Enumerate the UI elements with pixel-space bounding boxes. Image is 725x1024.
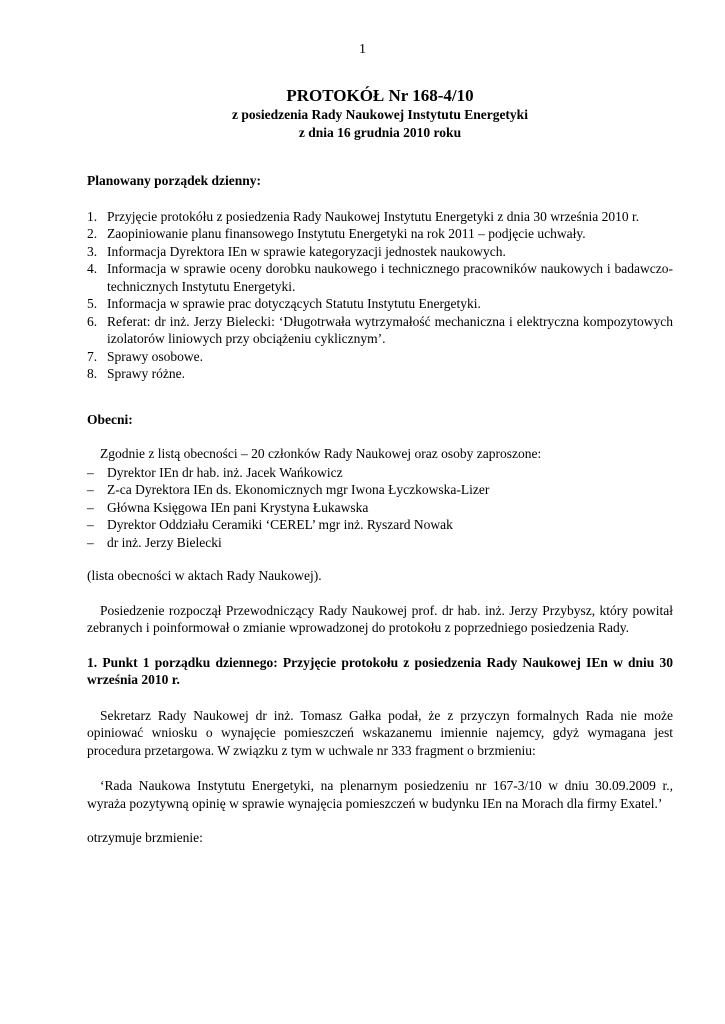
agenda-item-number: 2. <box>87 226 98 241</box>
document-subtitle: z posiedzenia Rady Naukowej Instytutu Energetyki <box>232 107 528 122</box>
attendee-item <box>87 499 673 517</box>
agenda-item-number: 6. <box>87 313 98 329</box>
agenda-item-number: 4. <box>87 261 98 276</box>
dash-bullet: – <box>87 534 94 550</box>
attendee-item <box>87 481 673 499</box>
attendee-item <box>87 534 673 552</box>
agenda-item-text: Sprawy osobowe. <box>107 348 203 364</box>
attendee-item <box>87 516 673 534</box>
attendance-intro: Zgodnie z listą obecności – 20 członków Rady Naukowej oraz osoby zaproszone: <box>100 446 542 461</box>
document-body <box>87 172 673 847</box>
agenda-item-text: Przyjęcie protokółu z posiedzenia Rady Naukowej Instytutu Energetyki z dnia 30 września 2010 r. <box>107 208 640 224</box>
attendee-name: dr inż. Jerzy Bielecki <box>107 534 222 550</box>
attendance-note: (lista obecności w aktach Rady Naukowej). <box>87 568 322 583</box>
agenda-item <box>87 225 673 243</box>
document-title: PROTOKÓŁ Nr 168-4/10 <box>286 86 474 105</box>
agenda-list <box>87 208 673 383</box>
attendees-list <box>87 464 673 552</box>
agenda-item-number: 5. <box>87 296 98 311</box>
agenda-item <box>87 208 673 226</box>
attendee-name: Dyrektor Oddziału Ceramiki ‘CEREL’ mgr inż. Ryszard Nowak <box>107 517 453 532</box>
document-date: z dnia 16 grudnia 2010 roku <box>298 124 462 140</box>
agenda-item-text: Referat: dr inż. Jerzy Bielecki: ‘Długotrwała wytrzymałość mechaniczna i elektryczna kompozytowych izolatorów liniowych przy obciążeniu cyklicznym’. <box>107 313 673 346</box>
agenda-item-number: 8. <box>87 366 98 381</box>
quoted-resolution: ‘Rada Naukowa Instytutu Energetyki, na plenarnym posiedzeniu nr 167-3/10 w dniu 30.09.2009 r., wyraża pozytywną opinię w sprawie wynajęcia pomieszczeń w budynku IEn na Morach dla firmy Exatel.’ <box>87 778 673 811</box>
agenda-item <box>87 243 673 261</box>
attendance-heading: Obecni: <box>87 411 133 427</box>
attendee-name: Z-ca Dyrektora IEn ds. Ekonomicznych mgr Iwona Łyczkowska-Lizer <box>107 482 490 497</box>
dash-bullet: – <box>87 499 94 515</box>
opening-paragraph: Posiedzenie rozpoczął Przewodniczący Rady Naukowej prof. dr hab. inż. Jerzy Przybysz, który powitał zebranych i poinformował o zmianie wprowadzonej do protokołu z poprzedniego posiedzenia Rady. <box>87 602 673 635</box>
point-1-heading: 1. Punkt 1 porządku dziennego: Przyjęcie protokołu z posiedzenia Rady Naukowej IEn w dniu 30 września 2010 r. <box>87 654 673 687</box>
agenda-item-number: 3. <box>87 243 98 259</box>
agenda-item <box>87 348 673 366</box>
agenda-item-text: Informacja Dyrektora IEn w sprawie kategoryzacji jednostek naukowych. <box>107 243 506 259</box>
secretary-paragraph: Sekretarz Rady Naukowej dr inż. Tomasz Gałka podał, że z przyczyn formalnych Rada nie może opiniować wniosku o wynajęcie pomieszczeń wskazanemu imiennie najemcy, gdyż wymagana jest procedura przetargowa. W związku z tym w uchwale nr 333 fragment o brzmieniu: <box>87 707 673 758</box>
agenda-item-text: Informacja w sprawie prac dotyczących Statutu Instytutu Energetyki. <box>107 296 481 311</box>
agenda-item-number: 7. <box>87 348 98 364</box>
agenda-item <box>87 365 673 383</box>
agenda-heading: Planowany porządek dzienny: <box>87 173 262 188</box>
dash-bullet: – <box>87 517 94 532</box>
amendment-intro: otrzymuje brzmienie: <box>87 830 203 845</box>
agenda-item <box>87 295 673 313</box>
document-header <box>87 85 673 141</box>
agenda-item-text: Zaopiniowanie planu finansowego Instytutu Energetyki na rok 2011 – podjęcie uchwały. <box>107 226 586 241</box>
page-number: 1 <box>359 42 366 57</box>
agenda-item <box>87 260 673 295</box>
attendee-name: Główna Księgowa IEn pani Krystyna Łukawska <box>107 499 369 515</box>
dash-bullet: – <box>87 464 94 480</box>
attendee-name: Dyrektor IEn dr hab. inż. Jacek Wańkowicz <box>107 464 343 480</box>
agenda-item-number: 1. <box>87 208 98 224</box>
agenda-item-text: Informacja w sprawie oceny dorobku naukowego i technicznego pracowników naukowych i badawczo-technicznych Instytutu Energetyki. <box>107 261 673 294</box>
dash-bullet: – <box>87 482 94 497</box>
attendee-item <box>87 464 673 482</box>
agenda-item-text: Sprawy różne. <box>107 366 185 381</box>
agenda-item <box>87 313 673 348</box>
